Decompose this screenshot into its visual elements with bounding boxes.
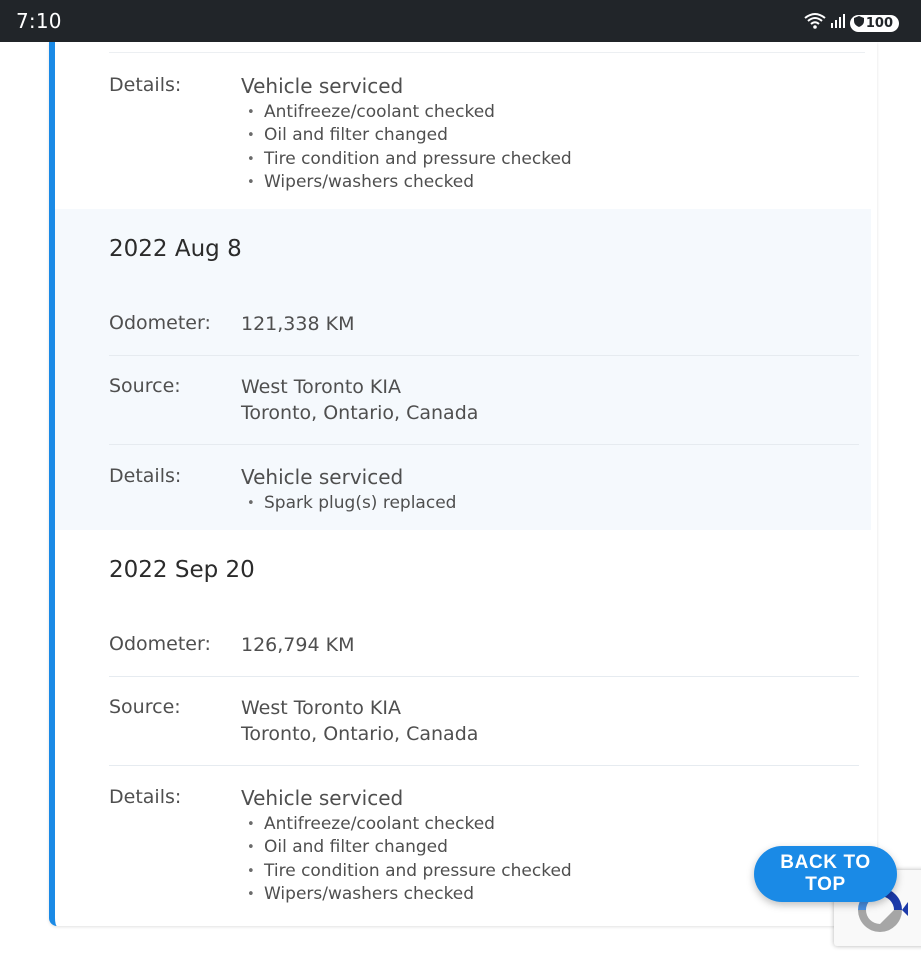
list-item: • Tire condition and pressure checked (241, 148, 572, 171)
service-record (55, 42, 871, 209)
back-to-top-button[interactable]: BACK TO TOP (754, 846, 897, 902)
divider (109, 676, 859, 677)
source-label: Source: (109, 696, 181, 718)
source-dealer: West Toronto KIA (241, 697, 401, 719)
list-item: • Antifreeze/coolant checked (241, 813, 572, 836)
status-time: 7:10 (16, 9, 62, 33)
details-list (241, 101, 572, 194)
record-date: 2022 Sep 20 (109, 557, 255, 583)
odometer-label: Odometer: (109, 312, 211, 334)
source-location: Toronto, Ontario, Canada (241, 723, 479, 745)
record-date: 2022 Aug 8 (109, 236, 242, 262)
details-heading: Vehicle serviced (241, 74, 404, 98)
service-record (55, 209, 871, 530)
service-history-card (49, 42, 877, 926)
details-value (241, 73, 572, 194)
service-record (55, 530, 871, 926)
details-heading: Vehicle serviced (241, 465, 404, 489)
source-label: Source: (109, 375, 181, 397)
odometer-label: Odometer: (109, 633, 211, 655)
shield-icon (854, 16, 864, 31)
status-bar (0, 0, 921, 42)
list-item: • Antifreeze/coolant checked (241, 101, 572, 124)
divider (109, 444, 859, 445)
details-value (241, 785, 572, 906)
battery-indicator (850, 15, 899, 32)
list-item: • Wipers/washers checked (241, 171, 572, 194)
details-list (241, 492, 456, 515)
source-value (241, 695, 478, 747)
details-heading: Vehicle serviced (241, 786, 404, 810)
details-label: Details: (109, 74, 182, 96)
source-dealer: West Toronto KIA (241, 376, 401, 398)
list-item: • Oil and filter changed (241, 836, 572, 859)
battery-level: 100 (865, 15, 893, 31)
divider (109, 765, 859, 766)
details-label: Details: (109, 786, 182, 808)
details-value (241, 464, 456, 515)
source-location: Toronto, Ontario, Canada (241, 402, 479, 424)
status-icons (804, 12, 899, 34)
wifi-icon (804, 12, 826, 34)
details-list (241, 813, 572, 906)
list-item: • Tire condition and pressure checked (241, 860, 572, 883)
details-label: Details: (109, 465, 182, 487)
divider (109, 355, 859, 356)
odometer-value: 126,794 KM (241, 634, 355, 656)
odometer-value: 121,338 KM (241, 313, 355, 335)
source-value (241, 374, 478, 426)
list-item: • Wipers/washers checked (241, 883, 572, 906)
list-item: • Oil and filter changed (241, 124, 572, 147)
list-item: • Spark plug(s) replaced (241, 492, 456, 515)
cell-signal-icon (830, 13, 846, 33)
